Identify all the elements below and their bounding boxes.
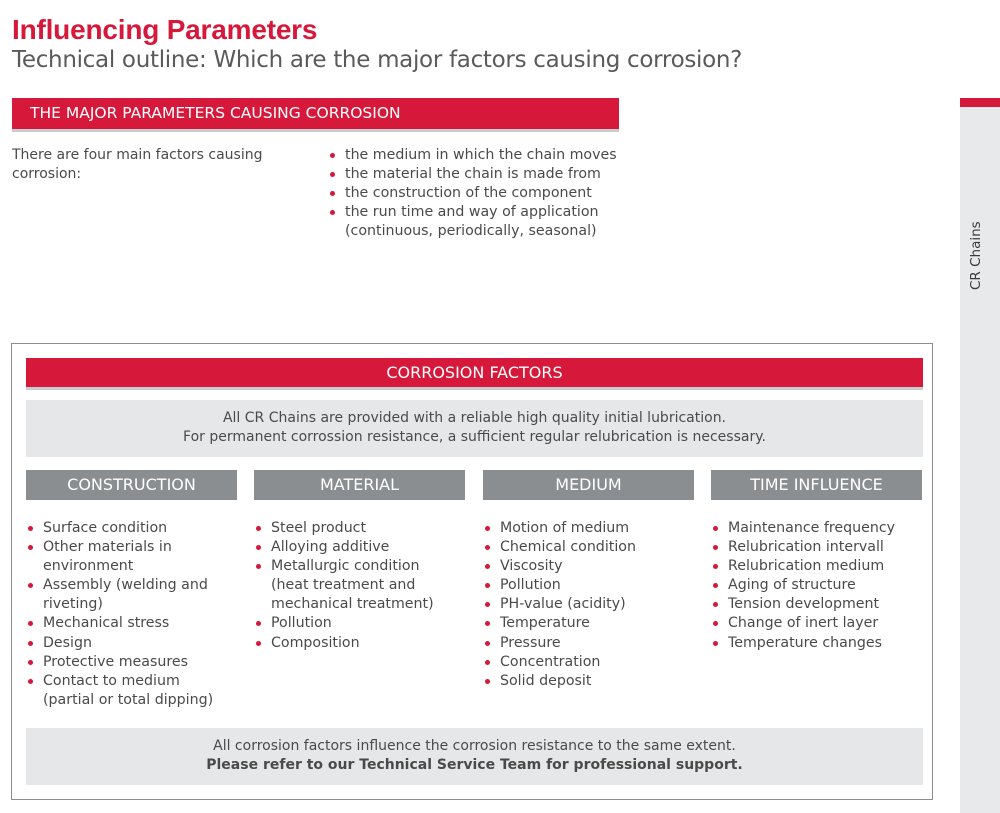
list-item: Metallurgic condition (heat treatment and mechanical treatment) (254, 557, 446, 614)
list-item: Viscosity (483, 557, 698, 576)
column-header-time-influence: TIME INFLUENCE (711, 470, 922, 500)
column-header-construction: CONSTRUCTION (26, 470, 237, 500)
list-item: Motion of medium (483, 519, 698, 538)
list-item: Pollution (254, 614, 439, 633)
material-list (254, 519, 439, 653)
list-item: Maintenance frequency (711, 519, 921, 538)
support-note: Please refer to our Technical Service Team for professional support. (206, 757, 743, 773)
factor-item: the construction of the component (328, 184, 648, 203)
list-item: Assembly (welding and riveting) (26, 576, 208, 614)
footer-note-line1: All corrosion factors influence the corrosion resistance to the same extent. (213, 738, 736, 754)
list-item: Steel product (254, 519, 439, 538)
factor-item: the run time and way of application (continuous, periodically, seasonal) (328, 203, 615, 241)
factor-item: the medium in which the chain moves (328, 146, 648, 165)
footer-note (26, 728, 923, 785)
column-header-material: MATERIAL (254, 470, 465, 500)
corrosion-factors-box (11, 343, 933, 800)
list-item: Temperature (483, 614, 698, 633)
list-item: Contact to medium (partial or total dipping) (26, 672, 223, 710)
side-tab-label: CR Chains (968, 221, 984, 290)
section-title: THE MAJOR PARAMETERS CAUSING CORROSION (30, 104, 401, 122)
page-subtitle: Technical outline: Which are the major factors causing corrosion? (12, 47, 743, 73)
side-tab-accent (960, 98, 1000, 107)
list-item: Temperature changes (711, 634, 921, 653)
list-item: Design (26, 634, 216, 653)
list-item: Surface condition (26, 519, 216, 538)
corrosion-factors-title: CORROSION FACTORS (26, 358, 923, 387)
list-item: Alloying additive (254, 538, 439, 557)
page-title: Influencing Parameters (12, 14, 318, 45)
lubrication-note-line1: All CR Chains are provided with a reliable high quality initial lubrication. (222, 410, 727, 426)
list-item: Concentration (483, 653, 698, 672)
list-item: Tension development (711, 595, 921, 614)
lubrication-note-line2: For permanent corrossion resistance, a sufficient regular relubrication is necessary. (183, 429, 766, 445)
column-header-medium: MEDIUM (483, 470, 694, 500)
list-item: Chemical condition (483, 538, 698, 557)
list-item: Relubrication medium (711, 557, 921, 576)
list-item: Composition (254, 634, 439, 653)
side-tab[interactable] (960, 98, 1000, 813)
medium-list (483, 519, 698, 691)
section-header-shadow (12, 129, 619, 132)
list-item: Pressure (483, 634, 698, 653)
list-item: Mechanical stress (26, 614, 216, 633)
lubrication-note (26, 400, 923, 457)
list-item: Aging of structure (711, 576, 921, 595)
list-item: Protective measures (26, 653, 216, 672)
factor-item: the material the chain is made from (328, 165, 648, 184)
time-influence-list (711, 519, 921, 653)
list-item: Change of inert layer (711, 614, 921, 633)
list-item: Pollution (483, 576, 698, 595)
list-item: Solid deposit (483, 672, 698, 691)
construction-list (26, 519, 216, 710)
section-header-bar (12, 98, 619, 129)
list-item: PH-value (acidity) (483, 595, 698, 614)
corrosion-factors-title-shadow (26, 387, 923, 390)
list-item: Other materials in environment (26, 538, 183, 576)
intro-text: There are four main factors causing corrosion: (12, 147, 263, 182)
list-item: Relubrication intervall (711, 538, 921, 557)
factor-list (328, 146, 648, 241)
